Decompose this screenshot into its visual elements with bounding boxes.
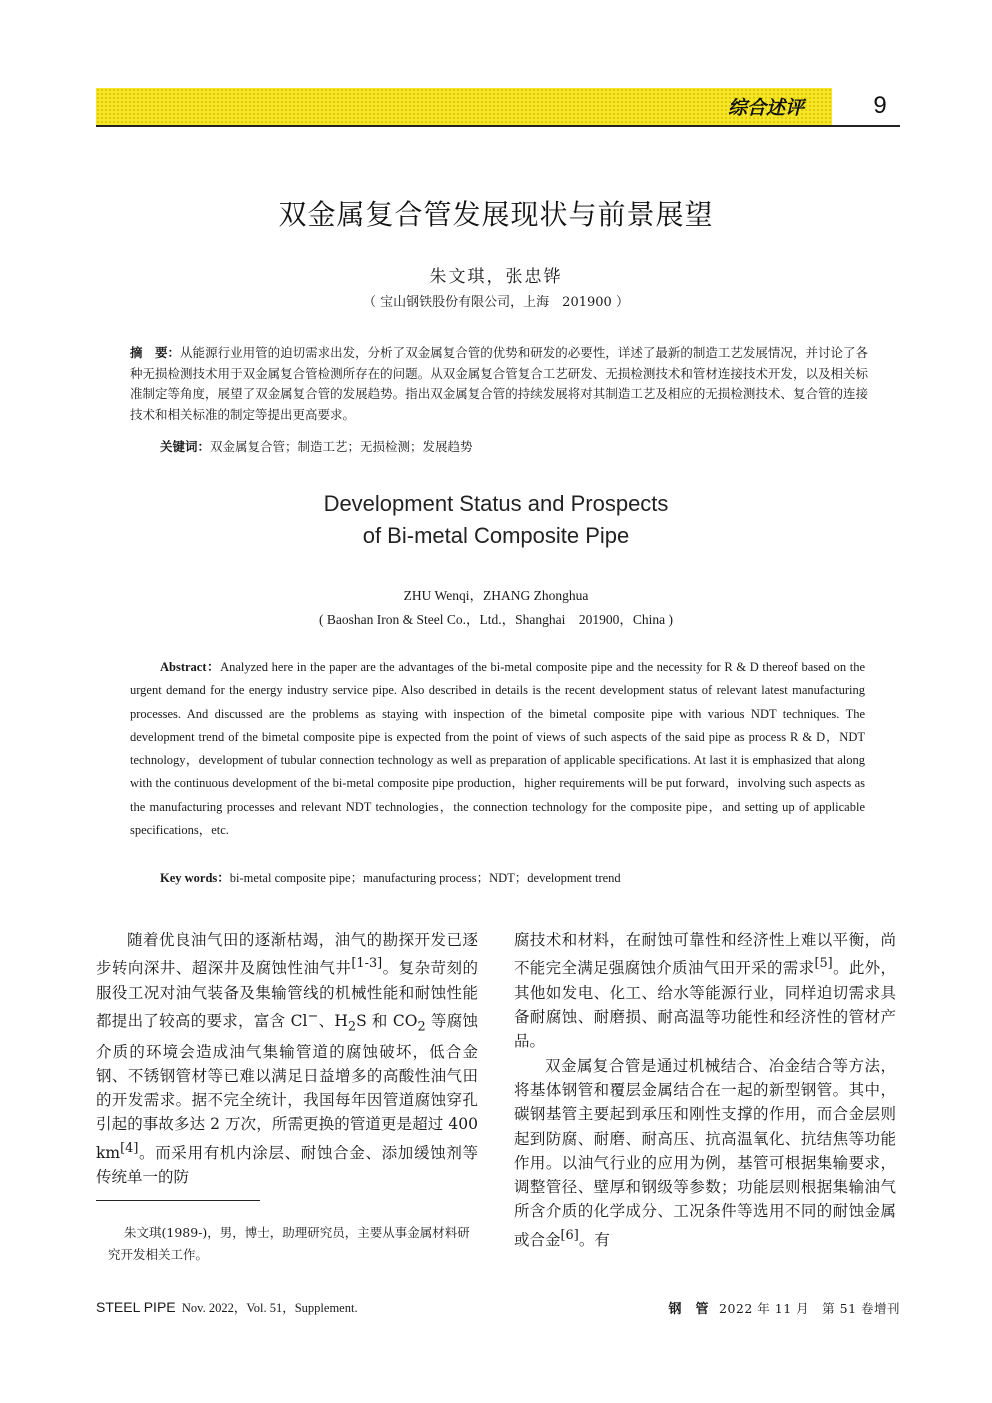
header-rule	[96, 125, 900, 127]
page-number: 9	[873, 92, 887, 119]
authors-chinese: 朱文琪，张忠铧	[429, 267, 563, 287]
keywords-chinese-text: 双金属复合管；制造工艺；无损检测；发展趋势	[210, 439, 473, 454]
body-column-right	[514, 928, 896, 1252]
title-english	[0, 488, 992, 552]
citation: [1-3]	[351, 956, 383, 972]
title-english-line1: Development Status and Prospects	[323, 491, 669, 516]
title-chinese: 双金属复合管发展现状与前景展望	[278, 198, 714, 231]
abstract-chinese-label: 摘 要：	[130, 345, 181, 360]
footer-left	[96, 1298, 358, 1316]
affiliation-english: ( Baoshan Iron & Steel Co.，Ltd.，Shanghai 201900，China )	[319, 612, 673, 627]
citation: [4]	[120, 1140, 139, 1156]
footnote-rule	[96, 1200, 260, 1201]
keywords-english-label: Key words：	[160, 871, 230, 885]
citation: [6]	[560, 1227, 579, 1243]
abstract-chinese-text: 从能源行业用管的迫切需求出发，分析了双金属复合管的优势和研发的必要性，详述了最新的制造工艺发展情况，并讨论了各种无损检测技术用于双金属复合管检测所存在的问题。从双金属复合管复合工艺研发、无损检测技术和管材连接技术开发，以及相关标准制定等角度，展望了双金属复合管的发展趋势。指出双金属复合管的持续发展将对其制造工艺及相应的无损检测技术、复合管的连接技术和相关标准的制定等提出更高要求。	[130, 345, 868, 422]
affiliation-chinese: （ 宝山钢铁股份有限公司，上海 201900 ）	[363, 295, 629, 310]
keywords-english	[160, 868, 860, 886]
abstract-chinese	[130, 343, 868, 425]
footer-issue-en: Nov. 2022，Vol. 51，Supplement.	[181, 1301, 358, 1315]
keywords-chinese	[160, 437, 860, 455]
footnote: 朱文琪(1989-)，男，博士，助理研究员，主要从事金属材料研究开发相关工作。	[108, 1225, 470, 1262]
abstract-english	[130, 656, 865, 842]
body-paragraph: 双金属复合管是通过机械结合、冶金结合等方法，将基体钢管和覆层金属结合在一起的新型钢管。其中，碳钢基管主要起到承压和刚性支撑的作用，而合金层则起到防腐、耐磨、耐高压、抗高温氧化、抗结焦等功能作用。以油气行业的应用为例，基管可根据集输要求，调整管径、壁厚和钢级等参数；功能层则根据集输油气所含介质的化学成分、工况条件等选用不同的耐蚀金属或合金[6]。有	[514, 1056, 896, 1249]
authors-english: ZHU Wenqi，ZHANG Zhonghua	[403, 588, 589, 603]
body-paragraph: 腐技术和材料，在耐蚀可靠性和经济性上难以平衡，尚不能完全满足强腐蚀介质油气田开采的需求[5]。此外，其他如发电、化工、给水等能源行业，同样迫切需求具备耐腐蚀、耐磨损、耐高温等功能性和经济性的管材产品。	[514, 931, 896, 1051]
title-english-line2: of Bi-metal Composite Pipe	[362, 523, 630, 548]
footer-journal-cn: 钢 管	[668, 1302, 709, 1317]
body-paragraph: 随着优良油气田的逐渐枯竭，油气的勘探开发已逐步转向深井、超深井及腐蚀性油气井[1-3]。复杂苛刻的服役工况对油气装备及集输管线的机械性能和耐蚀性能都提出了较高的要求，富含 Cl−、$H_2S$ 和 $CO_2$ 等腐蚀介质的环境会造成油气集输管道的腐蚀破坏，低合金钢、不锈钢管材等已难以满足日益增多的高酸性油气田的开发需求。据不完全统计，我国每年因管道腐蚀穿孔引起的事故多达 2 万次，所需更换的管道更是超过 400 km[4]。而采用有机内涂层、耐蚀合金、添加缓蚀剂等传统单一的防	[96, 931, 478, 1187]
body-column-left	[96, 928, 478, 1190]
footer-issue-cn: 2022 年 11 月 第 51 卷增刊	[719, 1301, 900, 1316]
abstract-english-text: Analyzed here in the paper are the advantages of the bi-metal composite pipe and the necessity for R & D thereof based on the urgent demand for the energy industry service pipe. Also described in details is the recent development status of relevant latest manufacturing processes. And discussed are the problems as staying with inspection of the bimetal composite pipe with various NDT techniques. The development trend of the bimetal composite pipe is expected from the point of views of such aspects of the said pipe as process R & D，NDT technology，development of tubular connection technology as well as preparation of applicable specifications. At last it is emphasized that along with the continuous development of the bi-metal composite pipe production，higher requirements will be put forward，involving such aspects as the manufacturing processes and relevant NDT technologies，the connection technology for the composite pipe，and setting up of applicable specifications，etc.	[130, 660, 865, 838]
citation: [5]	[814, 956, 833, 972]
section-label: 综合述评	[727, 97, 804, 119]
footer-journal-en: STEEL PIPE	[96, 1299, 176, 1315]
keywords-english-text: bi-metal composite pipe；manufacturing process；NDT；development trend	[229, 871, 621, 885]
keywords-chinese-label: 关键词：	[160, 439, 211, 454]
footer-right	[652, 1298, 900, 1317]
abstract-english-label: Abstract：	[160, 660, 221, 674]
